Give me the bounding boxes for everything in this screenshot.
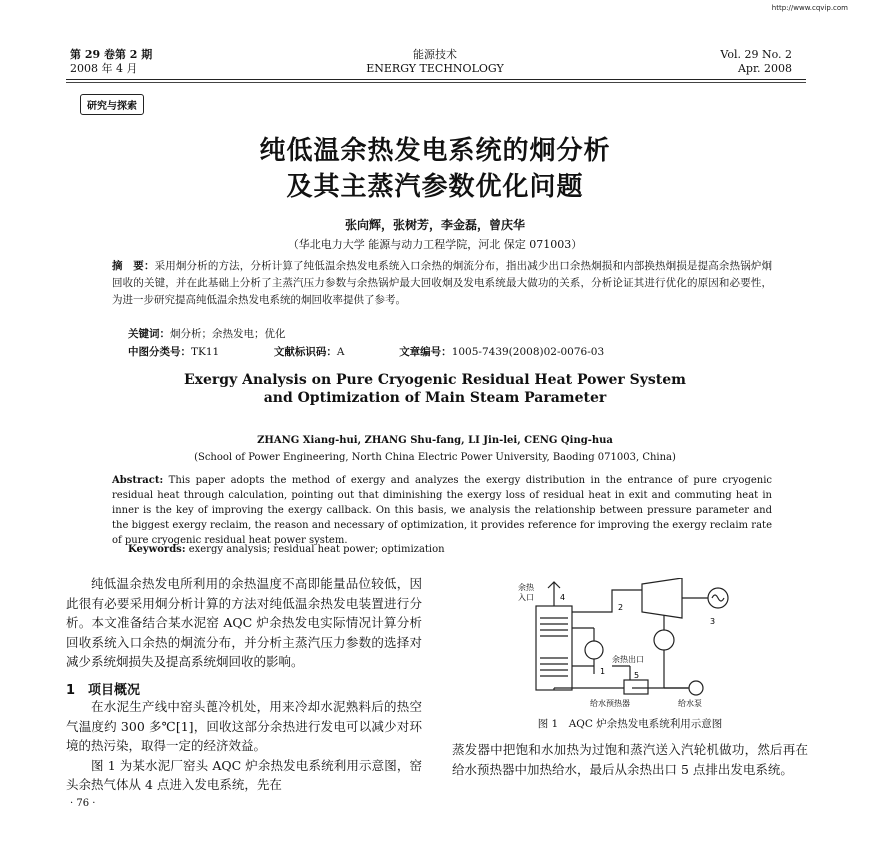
label-inlet-line2: 入口 [518, 593, 534, 602]
abstract-en [112, 473, 772, 548]
journal-name-en: ENERGY TECHNOLOGY [366, 62, 504, 75]
keywords-cn-text: 炯分析；余热发电；优化 [170, 328, 286, 340]
body-intro [66, 574, 422, 672]
title-cn-line1: 纯低温余热发电系统的炯分析 [259, 136, 611, 166]
clc-value: TK11 [191, 346, 220, 358]
journal-vol-en [720, 48, 792, 76]
preheater-coil [540, 658, 568, 676]
keywords-cn [128, 326, 286, 341]
classification-line [128, 344, 604, 359]
affiliation-en: (School of Power Engineering, North China Electric Power University, Baoding 071003, China) [194, 452, 676, 463]
body-right-text: 蒸发器中把饱和水加热为过饱和蒸汽送入汽轮机做功，然后再在给水预热器中加热给水，最后从余热出口 5 点排出发电系统。 [452, 742, 808, 777]
label-node-5: 5 [634, 671, 640, 680]
figure-1-caption: 图 1 AQC 炉余热发电系统利用示意图 [537, 718, 723, 730]
abstract-cn-label: 摘 要： [112, 260, 155, 272]
article-no-label: 文章编号： [399, 346, 452, 358]
title-en-line1: Exergy Analysis on Pure Cryogenic Residual Heat Power System [184, 372, 686, 388]
label-node-2: 2 [618, 603, 624, 612]
journal-month: Apr. 2008 [737, 62, 792, 75]
label-inlet-line1: 余热 [518, 583, 534, 592]
label-node-3: 3 [710, 617, 716, 626]
abstract-en-text: This paper adopts the method of exergy and analyzes the exergy distribution in the entrance of pure cryogenic residual heat through calculation, pointing out that diminishing the exergy loss of residual heat in exit and commuting heat in inner is the key of improving the exergy callback. On this basis, we analysis the relationship between pressure parameter and the biggest exergy reclaim, the reason and necessary of optimization, it provides reference for improving the exergy reclaim rate of pure cryogenic residual heat power system. [112, 475, 772, 546]
doc-code-value: A [336, 346, 345, 358]
body-paragraph-1: 在水泥生产线中窑头蓖冷机处，用来冷却水泥熟料后的热空气温度约 300 多℃[1]，回收这部分余热进行发电可以减少对环境的热污染，取得一定的经济效益。 [66, 699, 422, 753]
title-en-line2: and Optimization of Main Steam Parameter [263, 390, 607, 406]
abstract-en-label: Abstract: [112, 475, 164, 486]
evaporator-coil [540, 618, 568, 636]
abstract-cn [112, 258, 772, 309]
doc-code-label: 文献标识码： [273, 346, 337, 358]
keywords-en-text: exergy analysis; residual heat power; optimization [188, 544, 445, 555]
journal-date: 2008 年 4 月 [70, 62, 138, 75]
steam-drum [585, 641, 603, 659]
header-rule [66, 79, 806, 80]
authors-cn: 张向辉，张树芳，李金磊，曾庆华 [344, 218, 525, 232]
keywords-en-label: Keywords: [128, 544, 186, 555]
page-number: · 76 · [70, 798, 96, 809]
article-no-value: 1005-7439(2008)02-0076-03 [451, 346, 605, 358]
section-tag: 研究与探索 [80, 94, 144, 115]
journal-vol-no: Vol. 29 No. 2 [720, 48, 792, 61]
affiliation-cn: （华北电力大学 能源与动力工程学院，河北 保定 071003） [287, 238, 583, 251]
label-node-4: 4 [560, 593, 566, 602]
feedwater-preheater [624, 680, 648, 694]
section-heading-1: 1 项目概况 [66, 683, 141, 698]
turbine [642, 578, 682, 618]
figure-1-diagram [452, 578, 808, 710]
clc-label: 中图分类号： [128, 346, 191, 358]
label-node-1: 1 [600, 667, 606, 676]
body-section1 [66, 697, 422, 795]
body-paragraph-2: 图 1 为某水泥厂窑头 AQC 炉余热发电系统利用示意图，窑头余热气体从 4 点进入发电系统，先在 [66, 757, 422, 792]
source-url: http://www.cqvip.com [771, 4, 848, 12]
condenser [654, 630, 674, 650]
authors-en: ZHANG Xiang-hui, ZHANG Shu-fang, LI Jin-lei, CENG Qing-hua [257, 435, 613, 446]
label-preheater: 给水预热器 [590, 699, 630, 708]
label-pump: 给水泵 [678, 699, 702, 708]
main-steam-line [572, 590, 642, 612]
body-right-column [452, 740, 808, 779]
label-outlet: 余热出口 [612, 655, 644, 664]
body-intro-text: 纯低温余热发电所利用的余热温度不高即能量品位较低，因此很有必要采用炯分析计算的方法对纯低温余热发电装置进行分析。本文准备结合某水泥窑 AQC 炉余热发电实际情况计算分析回收系统入口余热的炯流分布，并分析主蒸汽压力参数的选择对减少系统炯损失及提高系统炯回收的影响。 [66, 576, 422, 669]
abstract-cn-text: 采用炯分析的方法，分析计算了纯低温余热发电系统入口余热的炯流分布，指出减少出口余热炯损和内部换热炯损是提高余热锅炉炯回收的关键，并在此基础上分析了主蒸汽压力参数与余热锅炉最大回收炯及发电系统最大做功的关系，分析论证其进行优化的原因和必要性，为进一步研究提高纯低温余热发电系统的炯回收率提供了参考。 [112, 260, 773, 306]
header-rule-thin [66, 82, 806, 83]
journal-volume: 第 29 卷第 2 期 [70, 48, 153, 61]
keywords-cn-label: 关键词： [128, 328, 170, 340]
keywords-en [128, 544, 445, 555]
generator-symbol [712, 595, 724, 601]
journal-name-cn: 能源技术 [413, 48, 457, 61]
feed-pump [689, 681, 703, 695]
title-cn-line2: 及其主蒸汽参数优化问题 [286, 172, 584, 202]
